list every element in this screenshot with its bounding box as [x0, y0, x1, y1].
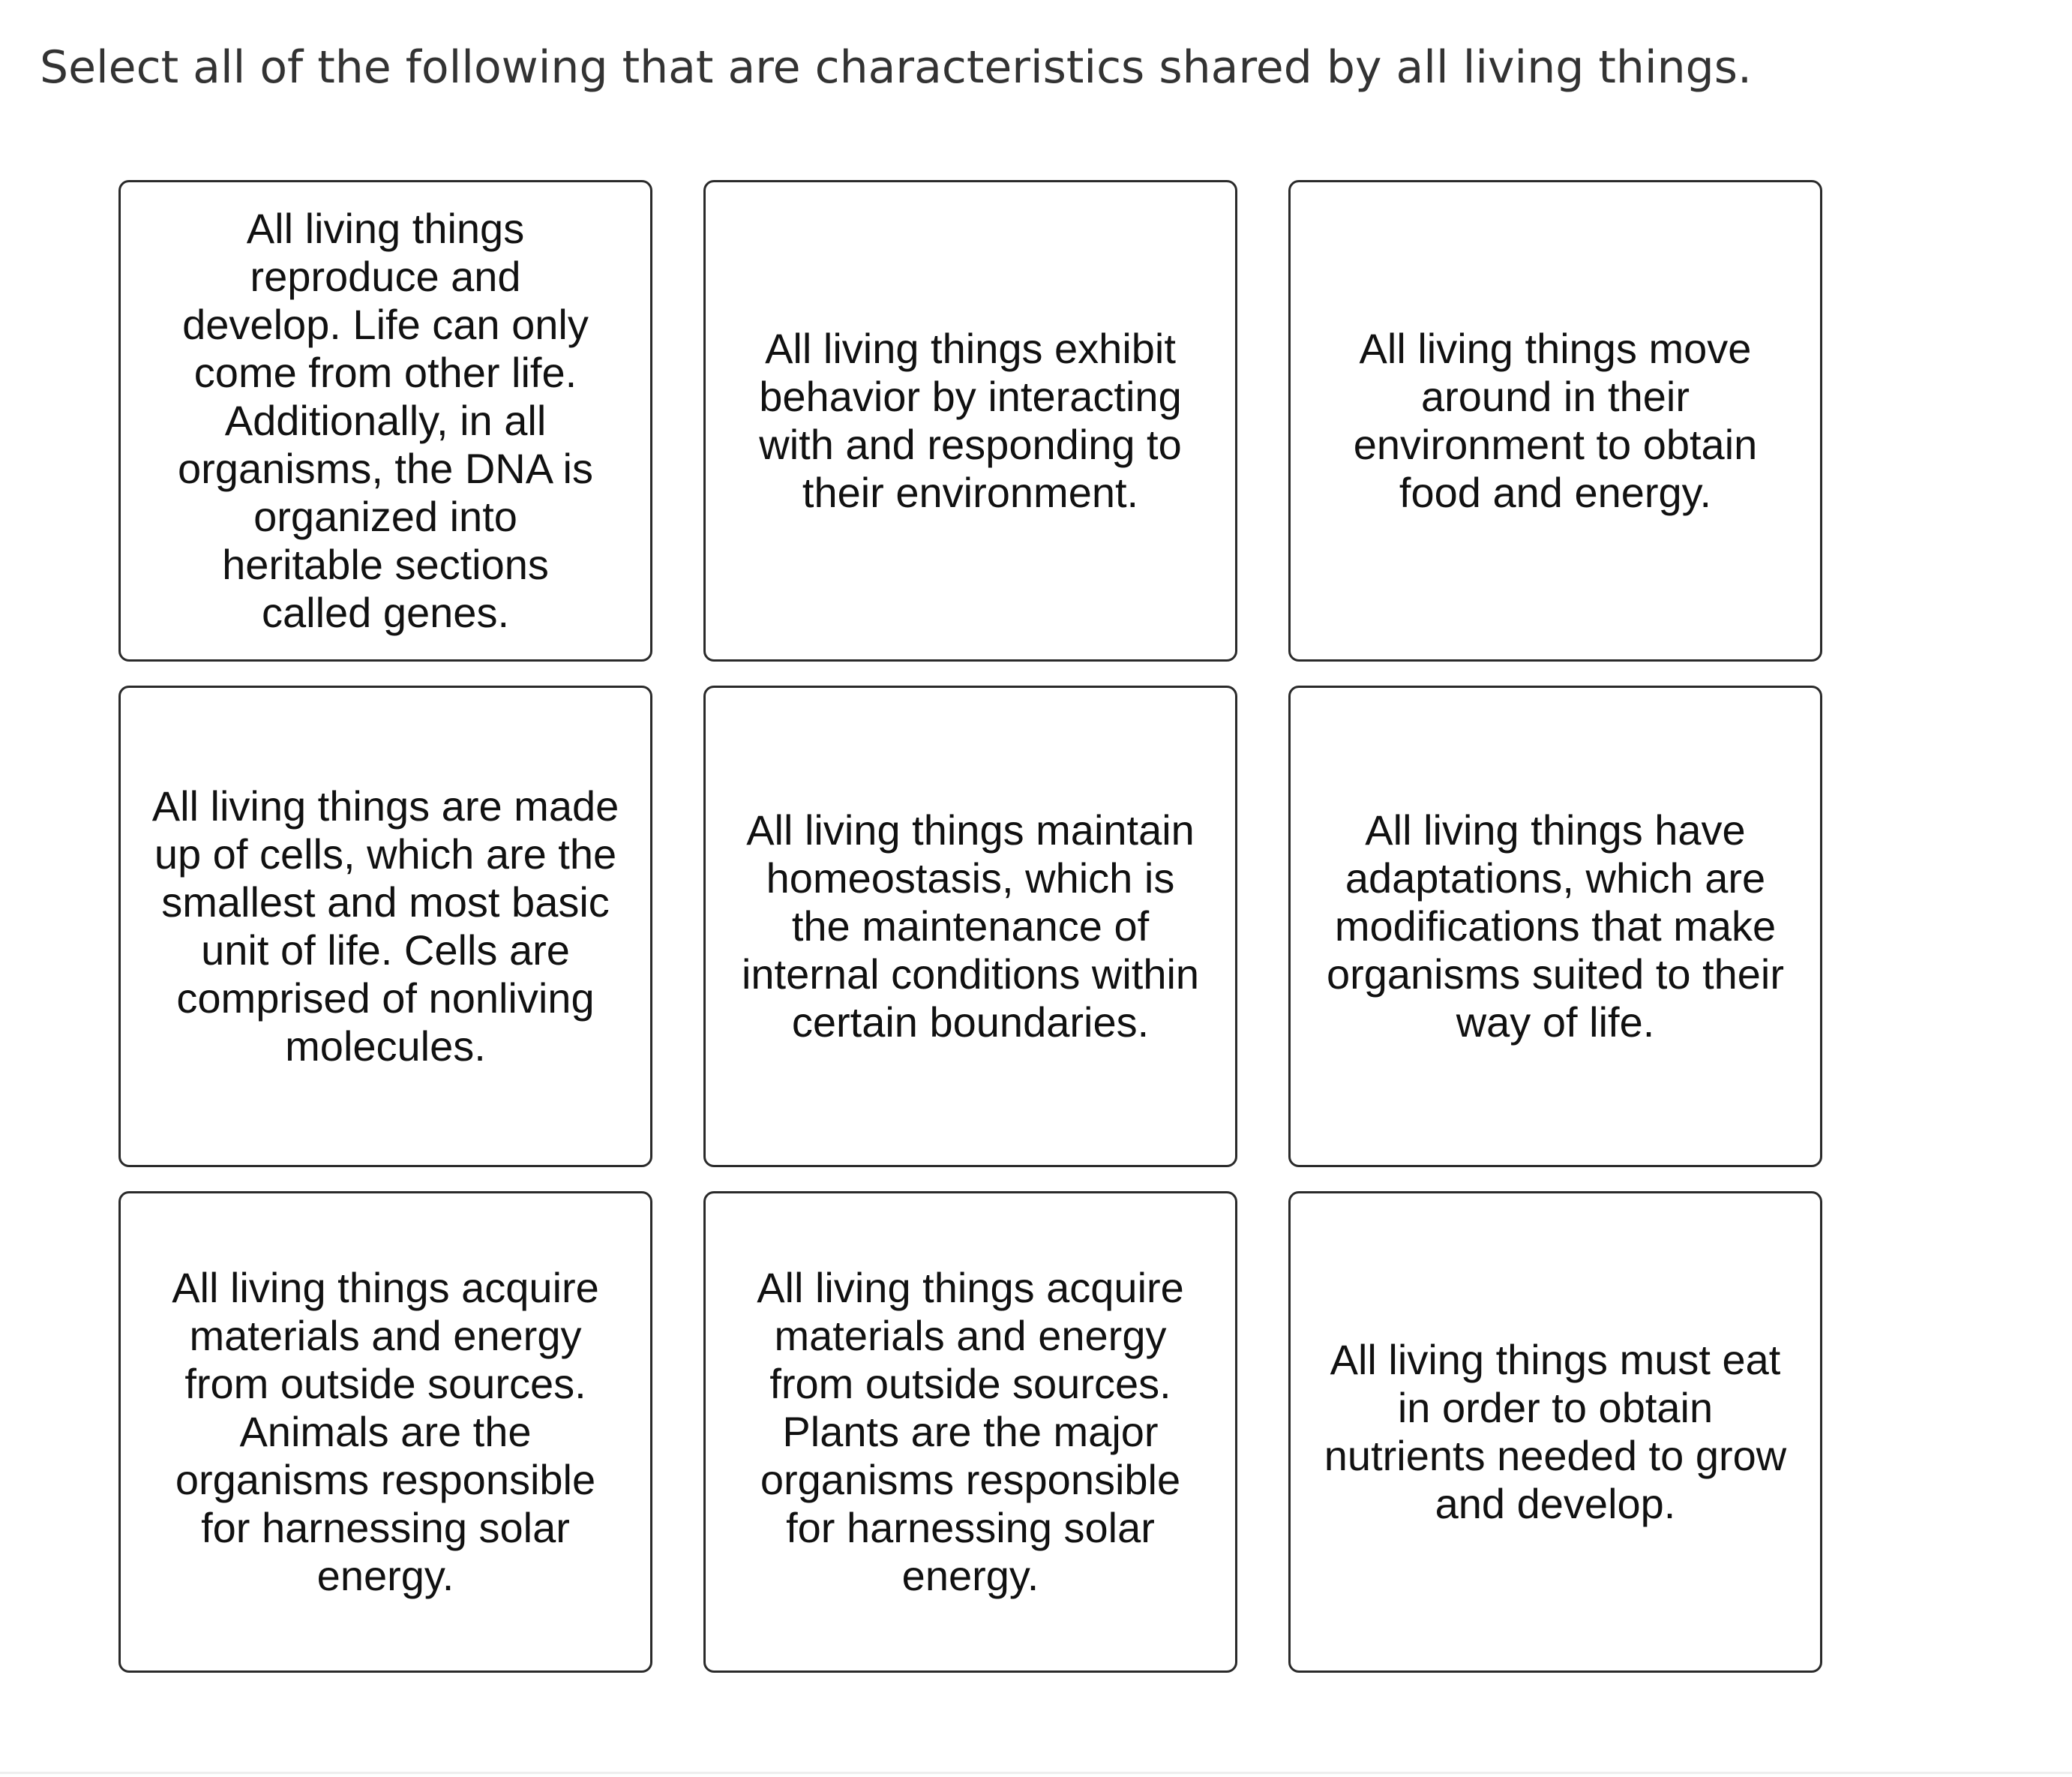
option-text-3: All living things move around in their environment to obtain food and energy.	[1353, 325, 1758, 516]
option-text-2: All living things exhibit behavior by interacting with and responding to their environment.	[759, 325, 1182, 516]
option-card-6[interactable]	[1288, 686, 1822, 1167]
option-card-1[interactable]	[118, 180, 652, 662]
option-card-9[interactable]	[1288, 1191, 1822, 1673]
question-prompt: Select all of the following that are characteristics shared by all living things.	[40, 41, 1753, 94]
option-text-6: All living things have adaptations, which are modifications that make organisms suited to their way of life.	[1326, 806, 1785, 1046]
option-card-2[interactable]	[703, 180, 1237, 662]
option-text-7: All living things acquire materials and energy from outside sources. Animals are the organisms responsible for harnessing solar energy.	[172, 1264, 599, 1599]
option-card-3[interactable]	[1288, 180, 1822, 662]
option-text-9: All living things must eat in order to obtain nutrients needed to grow and develop.	[1324, 1336, 1787, 1527]
option-card-8[interactable]	[703, 1191, 1237, 1673]
option-card-5[interactable]	[703, 686, 1237, 1167]
option-text-8: All living things acquire materials and energy from outside sources. Plants are the major organisms responsible for harnessing solar energy.	[757, 1264, 1184, 1599]
bottom-divider	[0, 1772, 2072, 1774]
option-text-5: All living things maintain homeostasis, which is the maintenance of internal conditions within certain boundaries.	[741, 806, 1200, 1046]
option-text-1: All living things reproduce and develop. Life can only come from other life. Additionally, in all organisms, the DNA is organized into heritable sections called genes.	[178, 205, 593, 636]
option-card-4[interactable]	[118, 686, 652, 1167]
option-text-4: All living things are made up of cells, which are the smallest and most basic unit of life. Cells are comprised of nonliving molecules.	[151, 782, 619, 1070]
option-card-7[interactable]	[118, 1191, 652, 1673]
answer-options-grid	[118, 180, 1822, 1673]
